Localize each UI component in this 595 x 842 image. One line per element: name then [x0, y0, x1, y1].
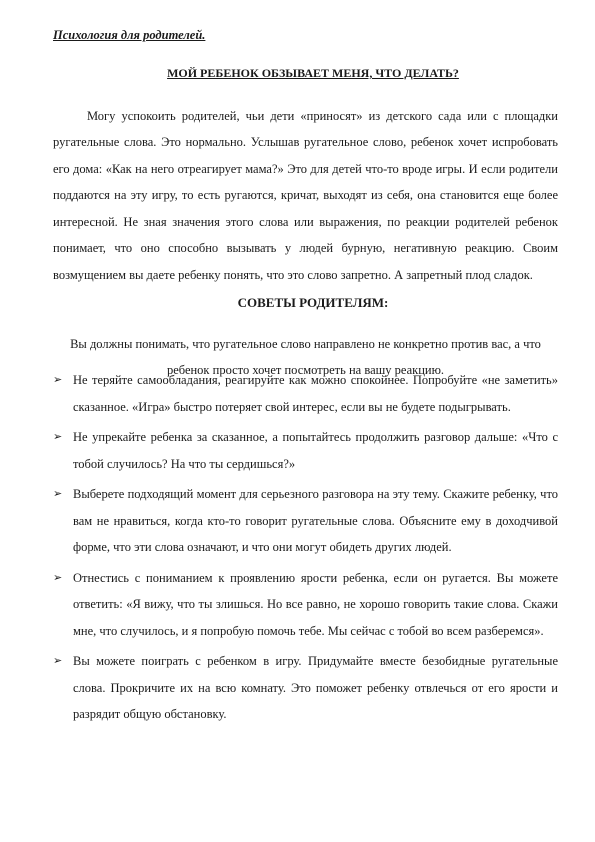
advice-item [53, 367, 558, 420]
advice-list [53, 367, 558, 732]
advice-item [53, 481, 558, 561]
arrow-bullet-icon: ➢ [53, 487, 63, 500]
advice-intro: Вы должны понимать, что ругательное слово направлено не конкретно против вас, а что ребенок просто хочет посмотреть на вашу реакцию. [70, 336, 541, 377]
advice-item-text: Отнестись с пониманием к проявлению ярости ребенка, если он ругается. Вы можете ответить: «Я вижу, что ты злишься. Но все равно, не хорошо говорить такие слова. Скажи мне, что случилось, и я попробую помочь тебе. Мы сейчас с тобой во всем разберемся». [73, 570, 558, 638]
advice-item-text: Не теряйте самообладания, реагируйте как можно спокойнее. Попробуйте «не заметить» сказанное. «Игра» быстро потеряет свой интерес, если вы не будете подыгрывать. [73, 373, 558, 414]
arrow-bullet-icon: ➢ [53, 570, 63, 584]
advice-item [53, 648, 558, 728]
arrow-bullet-icon: ➢ [53, 654, 63, 667]
advice-item [53, 565, 558, 645]
section-label: Психология для родителей. [53, 28, 206, 42]
arrow-bullet-icon: ➢ [53, 373, 63, 386]
article-title: МОЙ РЕБЕНОК ОБЗЫВАЕТ МЕНЯ, ЧТО ДЕЛАТЬ? [167, 66, 459, 80]
advice-title: СОВЕТЫ РОДИТЕЛЯМ: [237, 295, 389, 310]
advice-item-text: Выберете подходящий момент для серьезного разговора на эту тему. Скажите ребенку, что вам не нравиться, когда кто-то говорит ругательные слова. Объясните ему в доходчивой форме, что эти слова означают, и что они могут обидеть других людей. [73, 487, 558, 554]
advice-item-text: Не упрекайте ребенка за сказанное, а попытайтесь продолжить разговор дальше: «Что с тобой случилось? На что ты сердишься?» [73, 430, 558, 471]
advice-item [53, 424, 558, 477]
advice-item-text: Вы можете поиграть с ребенком в игру. Придумайте вместе безобидные ругательные слова. Прокричите их на всю комнату. Это поможет ребенку отвлечься от его ярости и разрядит общую обстановку. [73, 654, 558, 721]
arrow-bullet-icon: ➢ [53, 430, 63, 443]
article-paragraph: Могу успокоить родителей, чьи дети «приносят» из детского сада или с площадки ругательные слова. Это нормально. Услышав ругательное слово, ребенок хочет испробовать его дома: «Как на него отреагирует мама?» Это для детей что-то вроде игры. И если родители поддаются на эту игру, то есть ругаются, кричат, выходят из себя, она становится еще более интересной. Не зная значения этого слова или выражения, по реакции родителей ребенок понимает, что оно способно вызывать у людей бурную, негативную реакцию. Своим возмущением вы даете ребенку понять, что это слово запретно. А запретный плод сладок. [53, 108, 558, 282]
